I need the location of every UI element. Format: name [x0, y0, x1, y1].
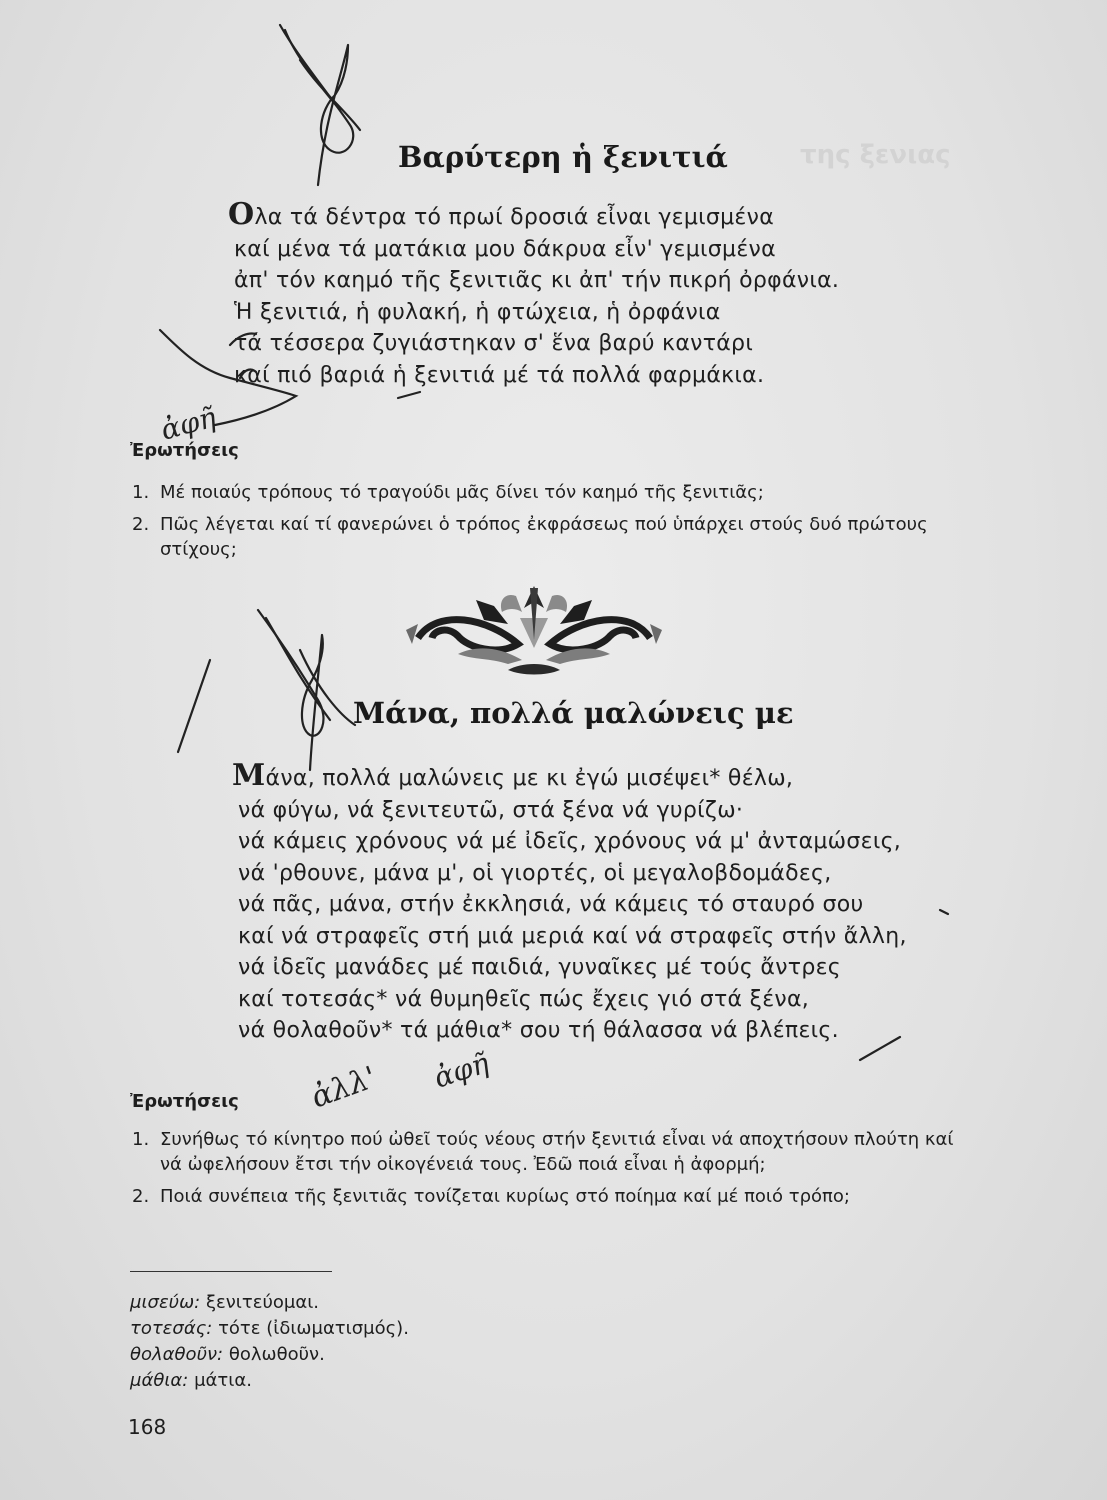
- question-item: 2. Πῶς λέγεται καί τί φανερώνει ὁ τρόπος ἐκφράσεως πού ὑπάρχει στούς δυό πρώτους στίχους;: [132, 514, 928, 560]
- poem2-title: Μάνα, πολλά μαλώνεις με: [353, 696, 794, 730]
- footnote-item: τοτεσάς: τότε (ἰδιωματισμός).: [130, 1318, 409, 1339]
- question-item: 2. Ποιά συνέπεια τῆς ξενιτιᾶς τονίζεται κυρίως στό ποίημα καί μέ ποιό τρόπο;: [132, 1186, 850, 1207]
- questions2-heading: Ἐρωτήσεις: [130, 1091, 239, 1112]
- poem1-line-4: Ἡ ξενιτιά, ἡ φυλακή, ἡ φτώχεια, ἡ ὀρφάνια: [234, 299, 721, 325]
- poem1-title: Βαρύτερη ἡ ξενιτιά: [398, 140, 728, 174]
- handwritten-note: ἀλλ': [306, 1059, 382, 1116]
- poem2-line-1: Μάνα, πολλά μαλώνεις με κι ἐγώ μισέψει* θέλω,: [232, 758, 794, 793]
- poem1-line-6: καί πιό βαριά ἡ ξενιτιά μέ τά πολλά φαρμάκια.: [234, 362, 765, 388]
- questions1-list: [132, 480, 962, 569]
- poem2-line-7: νά ἰδεῖς μανάδες μέ παιδιά, γυναῖκες μέ τούς ἄντρες: [238, 955, 842, 980]
- footnote-item: μισεύω: ξενιτεύομαι.: [130, 1292, 320, 1313]
- poem2-body: [232, 760, 907, 1047]
- handwritten-note: ἀφῆ: [157, 400, 220, 447]
- poem2-line-6: καί νά στραφεῖς στή μιά μεριά καί νά στραφεῖς στήν ἄλλη,: [238, 923, 907, 949]
- floral-ornament: [398, 578, 670, 688]
- poem2-line-3: νά κάμεις χρόνους νά μέ ἰδεῖς, χρόνους νά μ' ἀνταμώσεις,: [238, 829, 902, 854]
- poem1-line-2: καί μένα τά ματάκια μου δάκρυα εἶν' γεμισμένα: [234, 236, 776, 262]
- footnotes: [130, 1290, 409, 1394]
- question-item: 1. Συνήθως τό κίνητρο πού ὠθεῖ τούς νέους στήν ξενιτιά εἶναι νά αποχτήσουν πλούτη καί νά ὠφελήσουν ἔτσι τήν οἰκογένειά τους. Ἐδῶ ποιά εἶναι ἡ ἀφορμή;: [132, 1129, 954, 1175]
- questions2-list: [132, 1127, 962, 1216]
- poem1-line-3: ἀπ' τόν καημό τῆς ξενιτιᾶς κι ἀπ' τήν πικρή ὀρφάνια.: [234, 268, 840, 293]
- poem1-body: [228, 199, 839, 391]
- poem2-line-8: καί τοτεσάς* νά θυμηθεῖς πώς ἔχεις γιό στά ξένα,: [238, 986, 810, 1012]
- handwritten-note: ἀφῆ: [429, 1046, 493, 1095]
- footnote-divider: [130, 1271, 332, 1272]
- poem2-line-5: νά πᾶς, μάνα, στήν ἐκκλησιά, νά κάμεις τό σταυρό σου: [238, 892, 864, 917]
- page-number: 168: [128, 1415, 167, 1439]
- poem2-drop-initial: Μ: [232, 758, 266, 793]
- poem1-line-1: Ολα τά δέντρα τό πρωί δροσιά εἶναι γεμισμένα: [228, 197, 775, 232]
- bleed-through: της ξενιας: [800, 140, 951, 170]
- questions1-heading: Ἐρωτήσεις: [130, 440, 239, 461]
- poem1-drop-initial: Ο: [228, 197, 255, 232]
- poem1-line-5: τά τέσσερα ζυγιάστηκαν σ' ἕνα βαρύ καντάρι: [234, 331, 754, 356]
- poem2-line-9: νά θολαθοῦν* τά μάθια* σου τή θάλασσα νά βλέπεις.: [238, 1018, 839, 1043]
- poem2-line-4: νά 'ρθουνε, μάνα μ', οἱ γιορτές, οἱ μεγαλοβδομάδες,: [238, 860, 832, 886]
- question-item: 1. Μέ ποιαύς τρόπους τό τραγούδι μᾶς δίνει τόν καημό τῆς ξενιτιᾶς;: [132, 482, 764, 503]
- poem2-line-2: νά φύγω, νά ξενιτευτῶ, στά ξένα νά γυρίζω·: [238, 797, 744, 823]
- footnote-item: θολαθοῦν: θολωθοῦν.: [130, 1344, 325, 1365]
- footnote-item: μάθια: μάτια.: [130, 1370, 252, 1391]
